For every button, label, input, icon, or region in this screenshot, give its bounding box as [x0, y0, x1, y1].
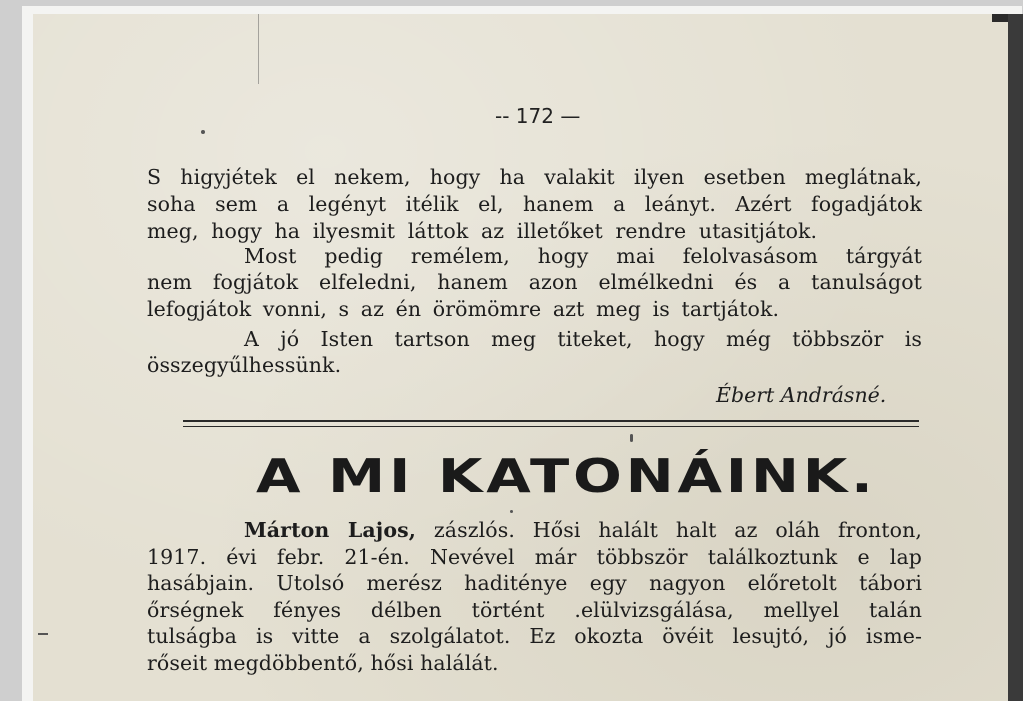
text-line: tulságba is vitte a szolgálatot. Ez okozta övéit lesujtó, jó isme- [147, 624, 922, 648]
text-line: összegyűlhessünk. [147, 353, 342, 377]
text-line: soha sem a legényt itélik el, hanem a leányt. Azért fogadjátok [147, 192, 922, 216]
ink-speck [201, 130, 205, 134]
text-line: meg, hogy ha ilyesmit láttok az illetőket rendre utasitjátok. [147, 219, 818, 243]
text-line: őrségnek fényes délben történt .elülvizsgálása, mellyel talán [147, 598, 922, 622]
ink-speck [630, 434, 633, 442]
divider-rule-bottom [183, 426, 919, 427]
text-line: S higyjétek el nekem, hogy ha valakit ilyen esetben meglátnak, [147, 165, 922, 189]
divider-rule-top [183, 420, 919, 422]
text-line: rőseit megdöbbentő, hősi halálát. [147, 651, 499, 675]
fold-line [258, 14, 259, 84]
page-number: -- 172 — [495, 104, 581, 128]
ink-speck [510, 510, 513, 513]
text-fragment: zászlós. Hősi halált halt az oláh fronton, [433, 518, 923, 542]
text-line: A jó Isten tartson meg titeket, hogy még többször is [244, 327, 922, 351]
person-name: Márton Lajos, [244, 518, 416, 542]
scan-edge-right [1008, 14, 1023, 701]
text-line [244, 517, 922, 543]
text-line: nem fogjátok elfeledni, hanem azon elmélkedni és a tanulságot [147, 270, 922, 294]
text-line: lefogjátok vonni, s az én örömömre azt meg is tartjátok. [147, 297, 780, 321]
signature: Ébert Andrásné. [716, 383, 887, 407]
text-line: 1917. évi febr. 21-én. Nevével már többször találkoztunk e lap [147, 545, 922, 569]
text-line: Most pedig remélem, hogy mai felolvasásom tárgyát [244, 244, 922, 268]
section-heading: A MI KATONÁINK. [256, 449, 877, 503]
text-line: hasábjain. Utolsó merész haditénye egy nagyon előretolt tábori [147, 571, 922, 595]
margin-mark [38, 633, 48, 635]
